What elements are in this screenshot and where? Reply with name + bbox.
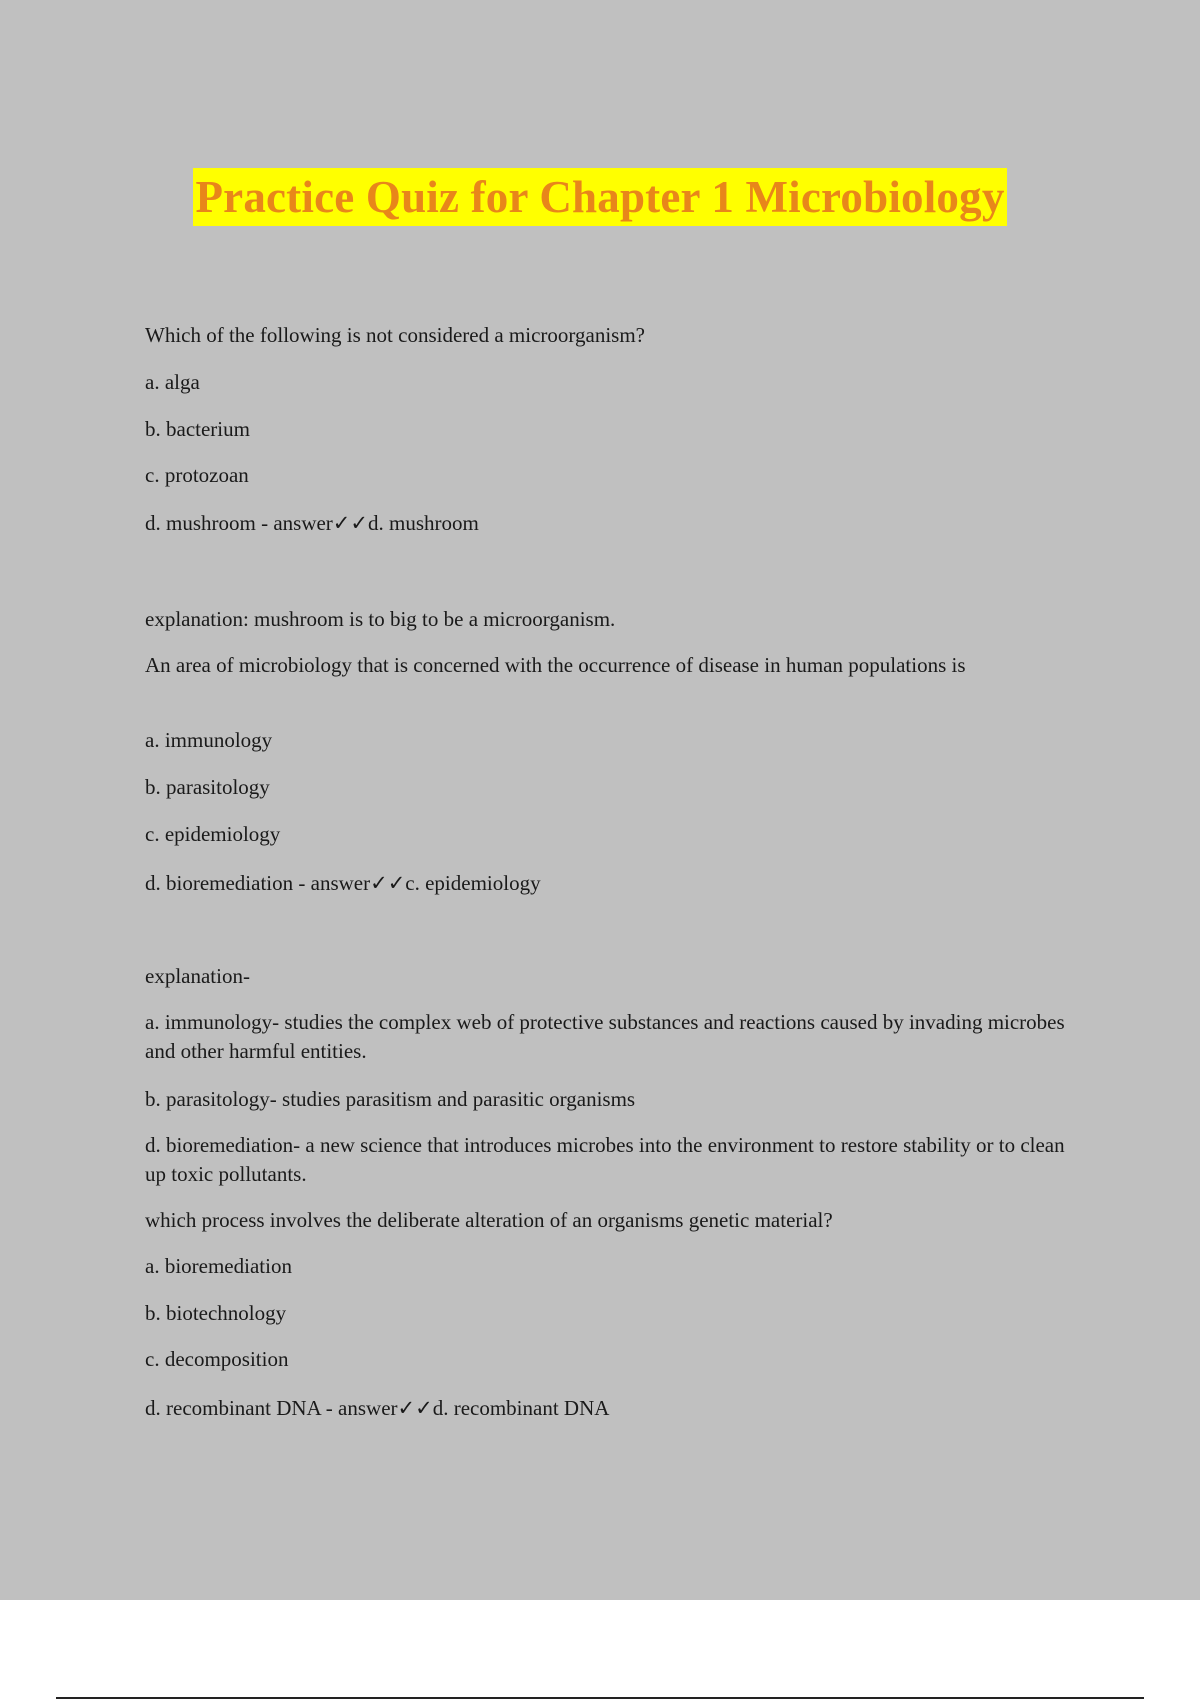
- question-3: which process involves the deliberate alteration of an organisms genetic material?: [145, 1208, 833, 1232]
- q2-option-d-answer: d. bioremediation - answer✓✓c. epidemiology: [145, 871, 541, 895]
- q1-option-a: a. alga: [145, 370, 200, 394]
- q2-option-a: a. immunology: [145, 728, 273, 752]
- q1-option-d-answer: d. mushroom - answer✓✓d. mushroom: [145, 511, 479, 535]
- q2-explanation-a: a. immunology- studies the complex web of protective substances and reactions caused by invading microbes and other harmful entities.: [145, 1010, 1065, 1063]
- footer-divider: [56, 1697, 1144, 1699]
- q3-option-c: c. decomposition: [145, 1347, 289, 1371]
- q1-explanation: explanation: mushroom is to big to be a microorganism.: [145, 607, 616, 631]
- question-1: Which of the following is not considered a microorganism?: [145, 323, 645, 347]
- q2-option-c: c. epidemiology: [145, 822, 281, 846]
- q3-option-a: a. bioremediation: [145, 1254, 292, 1278]
- title-container: [0, 168, 1200, 226]
- q1-option-b: b. bacterium: [145, 417, 250, 441]
- q2-explanation-heading: explanation-: [145, 964, 250, 988]
- question-2: An area of microbiology that is concerned with the occurrence of disease in human populations is: [145, 653, 966, 677]
- q2-option-b: b. parasitology: [145, 775, 270, 799]
- q3-option-b: b. biotechnology: [145, 1301, 287, 1325]
- q2-explanation-b: b. parasitology- studies parasitism and parasitic organisms: [145, 1087, 636, 1111]
- q1-option-c: c. protozoan: [145, 463, 249, 487]
- q2-explanation-d: d. bioremediation- a new science that introduces microbes into the environment to restore stability or to clean up toxic pollutants.: [145, 1133, 1065, 1186]
- page-title: Practice Quiz for Chapter 1 Microbiology: [193, 168, 1006, 226]
- q3-option-d-answer: d. recombinant DNA - answer✓✓d. recombinant DNA: [145, 1396, 610, 1420]
